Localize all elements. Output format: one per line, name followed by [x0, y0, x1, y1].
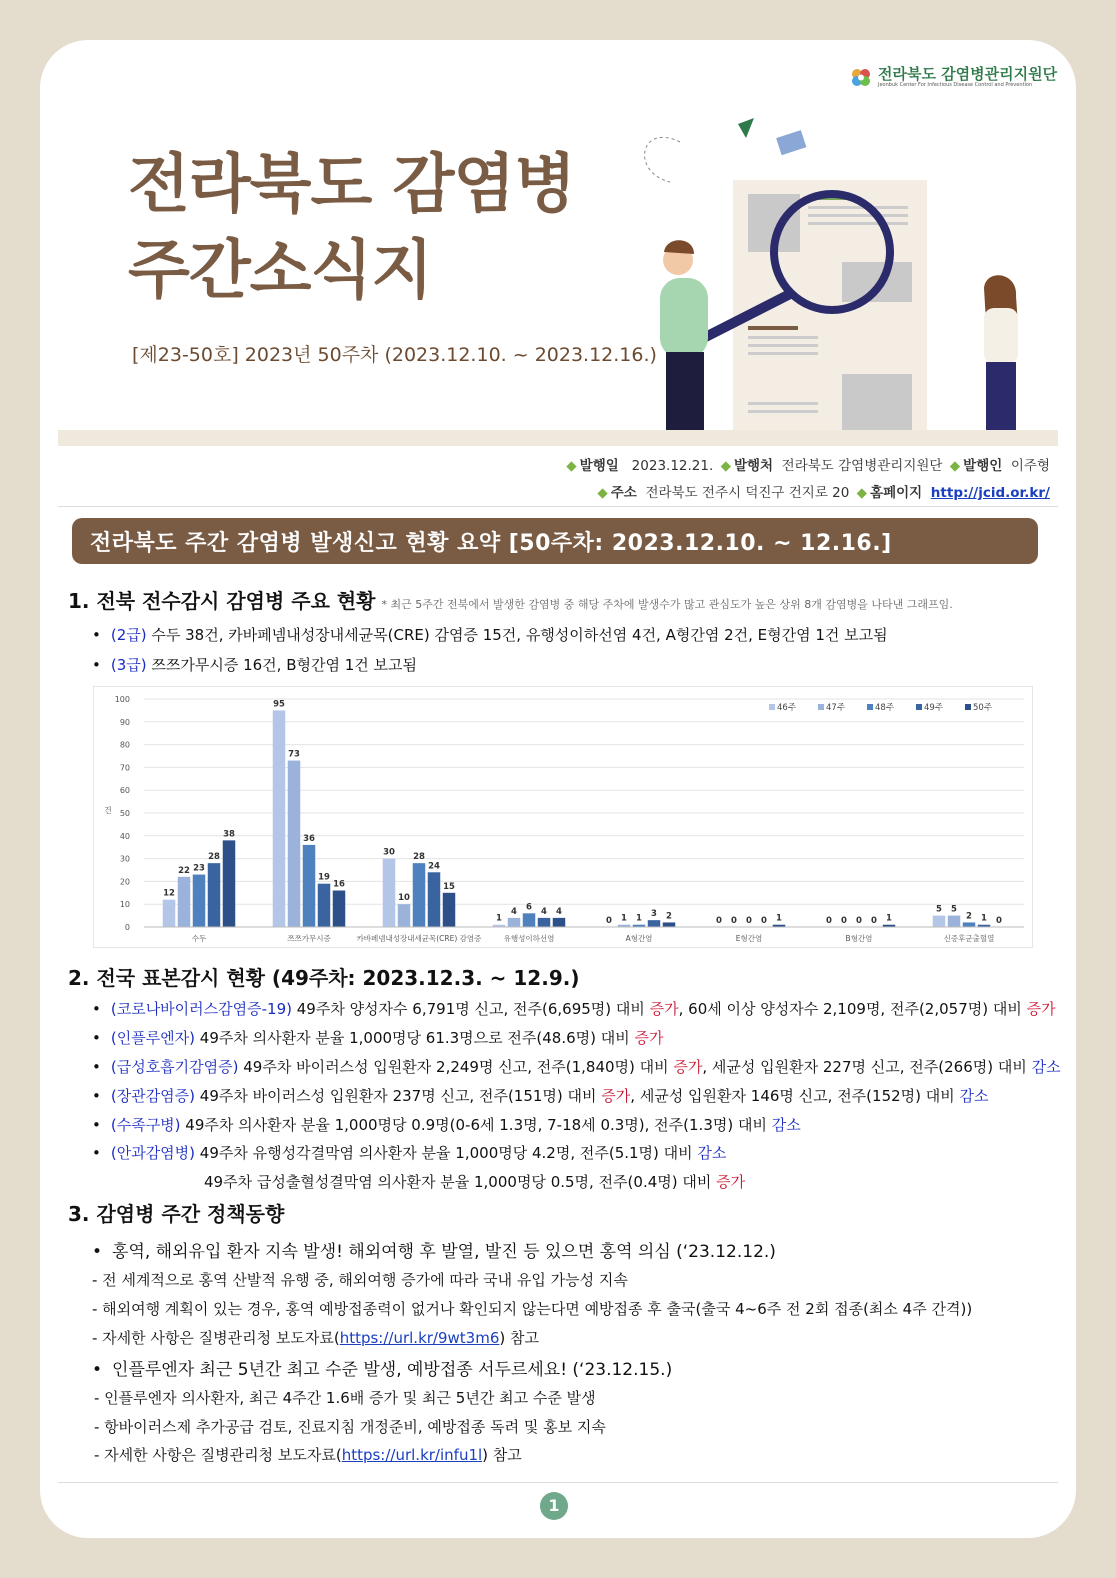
section2-item-hfmd: • (수족구병) 49주차 의사환자 분율 1,000명당 0.9명(0-6세 1.3명, 7-18세 0.3명), 전주(1.3명) 대비 감소 — [92, 1116, 801, 1134]
decrease-label: 감소 — [959, 1087, 989, 1105]
address-label: 주소 — [610, 485, 637, 501]
enteric-text-a: 49주차 바이러스성 입원환자 237명 신고, 전주(151명) 대비 — [195, 1087, 602, 1105]
bar — [933, 916, 946, 927]
org-logo-icon — [850, 66, 872, 88]
data-label: 1 — [981, 913, 987, 924]
section1-bullet-2: • (3급) 쯔쯔가무시증 16건, B형간염 1건 보고됨 — [92, 656, 418, 674]
y-tick-label: 90 — [119, 717, 130, 727]
section1-bullet-1: • (2급) 수두 38건, 카바페넴내성장내세균목(CRE) 감염증 15건, 유행성이하선염 4건, A형간염 2건, E형간염 1건 보고됨 — [92, 626, 888, 644]
data-label: 4 — [511, 906, 517, 917]
policy-influenza-detail-3 — [94, 1444, 522, 1465]
section2-item-respiratory: • (급성호흡기감염증) 49주차 바이러스성 입원환자 2,249명 신고, 전주(1,840명) 대비 증가, 세균성 입원환자 227명 신고, 전주(266명) 대비 감소 — [92, 1058, 1061, 1076]
x-tick-label: 유행성이하선염 — [503, 934, 555, 943]
eye-text-a: 49주차 유행성각결막염 의사환자 분율 1,000명당 4.2명, 전주(5.1명) 대비 — [195, 1144, 698, 1162]
data-label: 19 — [318, 872, 330, 883]
y-tick-label: 70 — [119, 763, 130, 773]
decrease-label: 감소 — [697, 1144, 727, 1162]
y-axis-label: 건 — [104, 806, 112, 815]
publication-meta-line2: ◆ 주소 전라북도 전주시 덕진구 건지로 20 ◆ 홈페이지 http://jcid.or.kr/ — [597, 485, 1050, 501]
bar — [663, 922, 676, 927]
date-label: 발행일 — [579, 458, 619, 474]
data-label: 28 — [208, 852, 220, 863]
bar — [428, 872, 441, 927]
x-tick-label: E형간염 — [735, 934, 763, 943]
issuer-label: 발행인 — [963, 458, 1003, 474]
x-tick-label: B형간염 — [845, 934, 873, 943]
data-label: 36 — [303, 833, 315, 844]
bar — [508, 918, 521, 927]
covid-text-b: , 60세 이상 양성자수 2,109명, 전주(2,057명) 대비 — [678, 1000, 1027, 1018]
homepage-label: 홈페이지 — [870, 485, 923, 501]
increase-label: 증가 — [1026, 1000, 1056, 1018]
y-tick-label: 100 — [114, 695, 130, 704]
data-label: 12 — [163, 888, 175, 899]
publisher-label: 발행처 — [733, 458, 774, 474]
data-label: 4 — [541, 906, 547, 917]
y-tick-label: 20 — [119, 877, 130, 887]
bar — [648, 920, 661, 927]
summary-banner: 전라북도 주간 감염병 발생신고 현황 요약 [50주차: 2023.12.10. ~ 12.16.] — [72, 518, 1038, 564]
hero-title-line1: 전라북도 감염병 — [128, 148, 576, 222]
hero-title-line2: 주간소식지 — [128, 234, 433, 308]
data-label: 1 — [636, 913, 642, 924]
policy-measles-title: 홍역, 해외유입 환자 지속 발생! 해외여행 후 발열, 발진 등 있으면 홍역 의심 (‘23.12.12.) — [112, 1242, 776, 1262]
bar — [288, 761, 301, 927]
data-label: 30 — [383, 847, 395, 858]
y-tick-label: 50 — [119, 809, 130, 818]
data-label: 0 — [856, 916, 862, 926]
bar — [193, 875, 206, 927]
data-label: 10 — [398, 893, 410, 904]
measles-press-link[interactable]: https://url.kr/9wt3m6 — [339, 1329, 500, 1347]
legend-swatch — [916, 704, 922, 710]
x-tick-label: A형간염 — [625, 934, 653, 943]
data-label: 4 — [556, 906, 562, 917]
enteric-tag: (장관감염증) — [110, 1087, 196, 1105]
decrease-label: 감소 — [771, 1116, 801, 1134]
data-label: 22 — [178, 865, 190, 876]
influenza-tag: (인플루엔자) — [110, 1029, 196, 1047]
covid-tag: (코로나바이러스감염증-19) — [110, 1000, 292, 1018]
data-label: 24 — [428, 861, 440, 872]
weekly-cases-chart-svg — [94, 687, 1034, 949]
bar — [333, 891, 346, 927]
legend-swatch — [867, 704, 873, 710]
data-label: 0 — [761, 916, 767, 926]
legend-label: 47주 — [826, 703, 846, 713]
data-label: 95 — [273, 699, 285, 710]
data-label: 2 — [666, 911, 672, 922]
footer-divider — [58, 1482, 1058, 1483]
bar — [523, 913, 536, 927]
hfmd-text: 49주차 의사환자 분율 1,000명당 0.9명(0-6세 1.3명, 7-18세 0.3명), 전주(1.3명) 대비 — [180, 1116, 772, 1134]
data-label: 0 — [841, 916, 847, 926]
y-tick-label: 40 — [119, 831, 130, 841]
data-label: 15 — [443, 881, 455, 892]
paper-plane-icon — [738, 118, 754, 138]
eye-text-b: 49주차 급성출혈성결막염 의사환자 분율 1,000명당 0.5명, 전주(0.4명) 대비 — [204, 1173, 717, 1191]
legend-swatch — [769, 704, 775, 710]
hero-title — [128, 142, 575, 314]
grade3-tag: (3급) — [110, 656, 147, 674]
bar — [553, 918, 566, 927]
legend-label: 49주 — [924, 703, 944, 713]
section2-item-eye-2 — [204, 1171, 745, 1192]
data-label: 0 — [826, 916, 832, 926]
policy-measles-detail-1: - 전 세계적으로 홍역 산발적 유행 중, 해외여행 증가에 따라 국내 유입 가능성 지속 — [92, 1271, 628, 1289]
meta-divider — [58, 506, 1058, 507]
bar — [443, 893, 456, 927]
publication-meta-line1: ◆ 발행일 2023.12.21. ◆ 발행처 전라북도 감염병관리지원단 ◆ 발행인 이주형 — [566, 458, 1050, 474]
hero-divider — [58, 430, 1058, 446]
enteric-text-b: , 세균성 입원환자 146명 신고, 전주(152명) 대비 — [630, 1087, 960, 1105]
data-label: 38 — [223, 829, 235, 840]
issue-info: [제23-50호] 2023년 50주차 (2023.12.10. ~ 2023.12.16.) — [132, 344, 657, 366]
data-label: 73 — [288, 749, 300, 760]
policy-influenza-ref-b: ) 참고 — [482, 1446, 522, 1464]
policy-measles-detail-3 — [92, 1327, 539, 1348]
section3-title: 3. 감염병 주간 정책동향 — [68, 1202, 285, 1226]
section1-heading — [68, 585, 953, 614]
bar — [208, 863, 221, 927]
covid-text-a: 49주차 양성자수 6,791명 신고, 전주(6,695명) 대비 — [291, 1000, 650, 1018]
increase-label: 증가 — [649, 1000, 679, 1018]
policy-influenza-title: 인플루엔자 최근 5년간 최고 수준 발생, 예방접종 서두르세요! (‘23.12.15.) — [112, 1360, 673, 1380]
influenza-text: 49주차 의사환자 분율 1,000명당 61.3명으로 전주(48.6명) 대비 — [195, 1029, 635, 1047]
data-label: 23 — [193, 863, 205, 874]
influenza-press-link[interactable]: https://url.kr/infu1l — [341, 1446, 483, 1464]
data-label: 28 — [413, 852, 425, 863]
data-label: 3 — [651, 909, 657, 920]
bar — [948, 916, 961, 927]
legend-label: 48주 — [875, 703, 895, 713]
respiratory-text-a: 49주차 바이러스성 입원환자 2,249명 신고, 전주(1,840명) 대비 — [238, 1058, 674, 1076]
publisher: 전라북도 감염병관리지원단 — [781, 458, 943, 474]
section1-title: 1. 전북 전수감시 감염병 주요 현황 — [68, 589, 376, 613]
section2-item-covid: • (코로나바이러스감염증-19) 49주차 양성자수 6,791명 신고, 전주(6,695명) 대비 증가, 60세 이상 양성자수 2,109명, 전주(2,057명) 대비 증가 — [92, 1000, 1056, 1018]
data-label: 0 — [731, 916, 737, 926]
y-tick-label: 30 — [119, 854, 130, 864]
respiratory-text-b: , 세균성 입원환자 227명 신고, 전주(266명) 대비 — [702, 1058, 1032, 1076]
data-label: 1 — [776, 913, 782, 924]
bar — [273, 710, 286, 927]
data-label: 0 — [746, 916, 752, 926]
x-tick-label: 신증후군출혈열 — [943, 934, 995, 943]
legend-swatch — [965, 704, 971, 710]
policy-influenza-detail-2: - 항바이러스제 추가공급 검토, 진료지침 개정준비, 예방접종 독려 및 홍보 지속 — [94, 1418, 606, 1436]
section2-item-eye: • (안과감염병) 49주차 유행성각결막염 의사환자 분율 1,000명당 4.2명, 전주(5.1명) 대비 감소 — [92, 1144, 727, 1162]
data-label: 1 — [886, 913, 892, 924]
legend-swatch — [818, 704, 824, 710]
bar — [178, 877, 191, 927]
x-tick-label: 카바페넴내성장내세균목(CRE) 감염증 — [356, 934, 482, 943]
policy-measles-ref-a: - 자세한 사항은 질병관리청 보도자료( — [92, 1329, 340, 1347]
eye-tag: (안과감염병) — [110, 1144, 196, 1162]
weekly-cases-chart — [93, 686, 1033, 948]
policy-influenza-detail-1: - 인플루엔자 의사환자, 최근 4주간 1.6배 증가 및 최근 5년간 최고 수준 발생 — [94, 1389, 596, 1407]
policy-measles-detail-2: - 해외여행 계획이 있는 경우, 홍역 예방접종력이 없거나 확인되지 않는다면 예방접종 후 출국(출국 4~6주 전 2회 접종(최소 4주 간격)) — [92, 1300, 973, 1318]
bar — [303, 845, 316, 927]
y-tick-label: 0 — [124, 923, 130, 932]
data-label: 0 — [716, 916, 722, 926]
hfmd-tag: (수족구병) — [110, 1116, 181, 1134]
grade2-tag: (2급) — [110, 626, 147, 644]
section2-item-influenza: • (인플루엔자) 49주차 의사환자 분율 1,000명당 61.3명으로 전주(48.6명) 대비 증가 — [92, 1029, 664, 1047]
decrease-label: 감소 — [1031, 1058, 1061, 1076]
bar — [413, 863, 426, 927]
envelope-icon — [776, 130, 806, 155]
grade3-text: 쯔쯔가무시증 16건, B형간염 1건 보고됨 — [146, 656, 418, 674]
newsletter-page — [40, 40, 1076, 1538]
issuer: 이주형 — [1010, 458, 1050, 474]
data-label: 1 — [496, 913, 502, 924]
increase-label: 증가 — [634, 1029, 664, 1047]
org-logo-name: 전라북도 감염병관리지원단 — [878, 65, 1058, 83]
bar — [963, 922, 976, 927]
bar — [538, 918, 551, 927]
data-label: 1 — [621, 913, 627, 924]
data-label: 0 — [996, 916, 1002, 926]
section1-note: * 최근 5주간 전북에서 발생한 감염병 중 해당 주차에 발생수가 많고 관심도가 높은 상위 8개 감염병을 나타낸 그래프임. — [381, 598, 953, 611]
org-logo-sub: Jeonbuk Center For Infectious Disease Control and Prevention — [878, 82, 1033, 88]
org-logo — [850, 66, 1057, 88]
policy-influenza-ref-a: - 자세한 사항은 질병관리청 보도자료( — [94, 1446, 342, 1464]
x-tick-label: 쯔쯔가무시증 — [287, 934, 331, 943]
hero-illustration — [620, 112, 1060, 448]
section2-item-enteric: • (장관감염증) 49주차 바이러스성 입원환자 237명 신고, 전주(151명) 대비 증가, 세균성 입원환자 146명 신고, 전주(152명) 대비 감소 — [92, 1087, 989, 1105]
y-tick-label: 60 — [119, 786, 130, 796]
policy-item-influenza: • 인플루엔자 최근 5년간 최고 수준 발생, 예방접종 서두르세요! (‘23.12.15.) — [92, 1360, 673, 1380]
increase-label: 증가 — [716, 1173, 746, 1191]
section2-title: 2. 전국 표본감시 현황 (49주차: 2023.12.3. ~ 12.9.) — [68, 966, 580, 990]
legend-label: 50주 — [973, 703, 993, 713]
policy-item-measles: • 홍역, 해외유입 환자 지속 발생! 해외여행 후 발열, 발진 등 있으면 홍역 의심 (‘23.12.12.) — [92, 1242, 776, 1262]
legend-label: 46주 — [777, 703, 797, 713]
increase-label: 증가 — [673, 1058, 703, 1076]
increase-label: 증가 — [601, 1087, 631, 1105]
publish-date: 2023.12.21. — [631, 458, 714, 474]
data-label: 6 — [526, 902, 532, 913]
bar — [163, 900, 176, 927]
y-tick-label: 10 — [119, 900, 130, 910]
data-label: 5 — [951, 904, 957, 915]
data-label: 0 — [871, 916, 877, 926]
x-tick-label: 수두 — [191, 934, 207, 943]
bar — [223, 840, 236, 927]
policy-measles-ref-b: ) 참고 — [499, 1329, 539, 1347]
grade2-text: 수두 38건, 카바페넴내성장내세균목(CRE) 감염증 15건, 유행성이하선염 4건, A형간염 2건, E형간염 1건 보고됨 — [146, 626, 888, 644]
bar — [318, 884, 331, 927]
homepage-link[interactable]: http://jcid.or.kr/ — [930, 485, 1050, 501]
data-label: 2 — [966, 911, 972, 922]
respiratory-tag: (급성호흡기감염증) — [110, 1058, 239, 1076]
data-label: 5 — [936, 904, 942, 915]
bar — [383, 859, 396, 927]
y-tick-label: 80 — [119, 740, 130, 750]
bar — [398, 904, 411, 927]
data-label: 16 — [333, 879, 345, 890]
data-label: 0 — [606, 916, 612, 926]
address: 전라북도 전주시 덕진구 건지로 20 — [645, 485, 850, 501]
page-number: 1 — [540, 1492, 568, 1520]
